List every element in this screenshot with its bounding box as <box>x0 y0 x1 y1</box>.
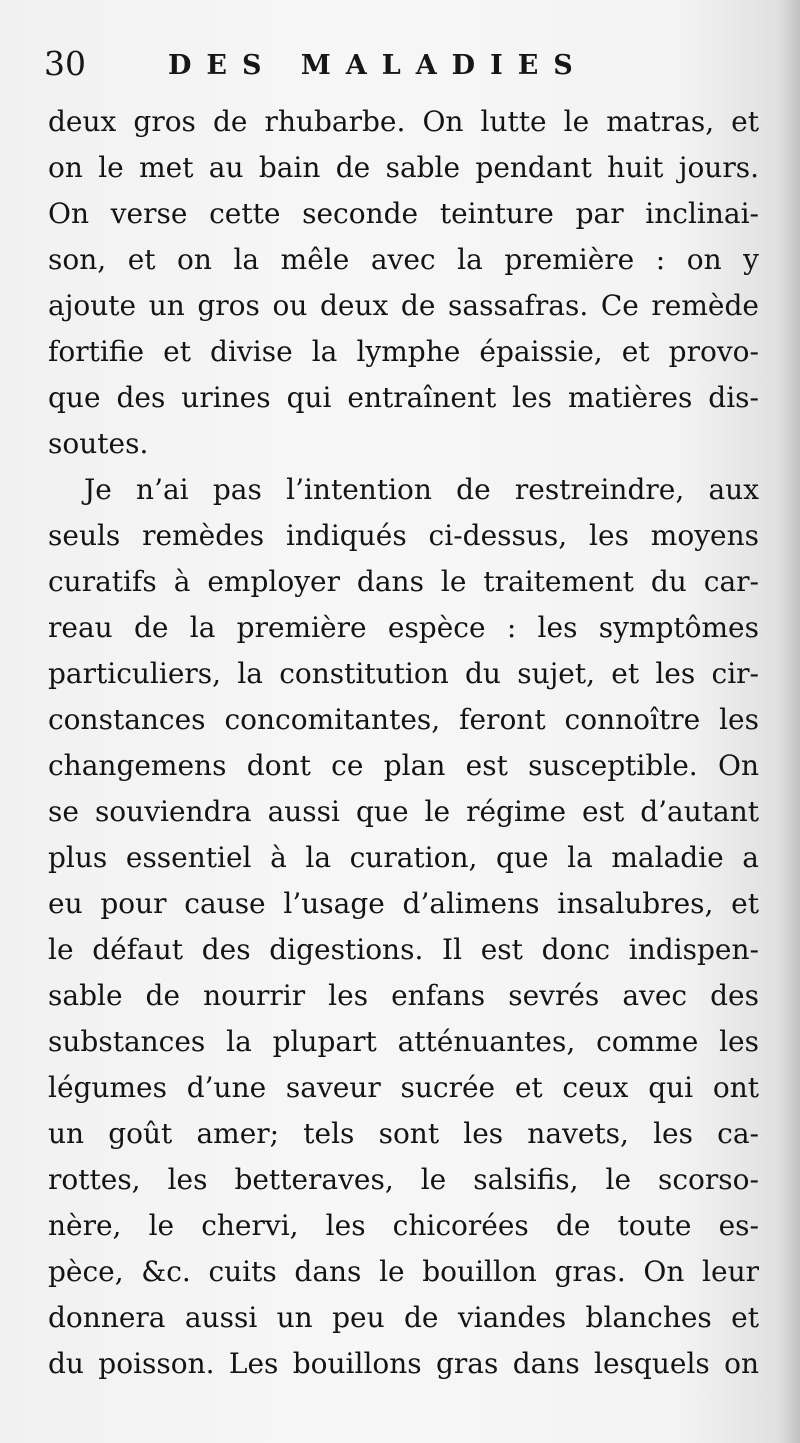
body-text <box>48 99 759 1387</box>
text-line: deux gros de rhubarbe. On lutte le matras, et <box>48 105 759 138</box>
text-line: sable de nourrir les enfans sevrés avec des <box>48 979 759 1012</box>
text-line: donnera aussi un peu de viandes blanches et <box>48 1301 759 1334</box>
text-line: son, et on la mêle avec la première : on y <box>48 243 759 276</box>
text-line: particuliers, la constitution du sujet, et les cir- <box>48 657 759 690</box>
text-line: On verse cette seconde teinture par inclinai- <box>48 197 759 230</box>
paragraph-end-line: soutes. <box>48 427 149 460</box>
text-line: eu pour cause l’usage d’alimens insalubres, et <box>48 887 759 920</box>
text-line: rottes, les betteraves, le salsifis, le scorso- <box>48 1163 759 1196</box>
text-line: le défaut des digestions. Il est donc indispen- <box>48 933 759 966</box>
running-head <box>44 42 744 90</box>
text-line: seuls remèdes indiqués ci-dessus, les moyens <box>48 519 759 552</box>
text-line: on le met au bain de sable pendant huit jours. <box>48 151 759 184</box>
text-line: plus essentiel à la curation, que la maladie a <box>48 841 759 874</box>
running-title: DES MALADIES <box>168 50 588 81</box>
text-line: substances la plupart atténuantes, comme les <box>48 1025 759 1058</box>
text-line: reau de la première espèce : les symptômes <box>48 611 759 644</box>
text-line: légumes d’une saveur sucrée et ceux qui ont <box>48 1071 759 1104</box>
paragraph-start-line: Je n’ai pas l’intention de restreindre, aux <box>84 473 759 506</box>
text-line: constances concomitantes, feront connoître les <box>48 703 759 736</box>
text-line: nère, le chervi, les chicorées de toute es- <box>48 1209 759 1242</box>
text-line: changemens dont ce plan est susceptible. On <box>48 749 759 782</box>
text-line: curatifs à employer dans le traitement du car- <box>48 565 759 598</box>
text-line: un goût amer; tels sont les navets, les ca- <box>48 1117 759 1150</box>
text-line: ajoute un gros ou deux de sassafras. Ce remède <box>48 289 759 322</box>
text-line: que des urines qui entraînent les matières dis- <box>48 381 759 414</box>
text-line: pèce, &c. cuits dans le bouillon gras. On leur <box>48 1255 759 1288</box>
page-number: 30 <box>44 44 86 83</box>
text-line: se souviendra aussi que le régime est d’autant <box>48 795 759 828</box>
text-line: fortifie et divise la lymphe épaissie, et provo- <box>48 335 759 368</box>
text-line: du poisson. Les bouillons gras dans lesquels on <box>48 1347 759 1380</box>
